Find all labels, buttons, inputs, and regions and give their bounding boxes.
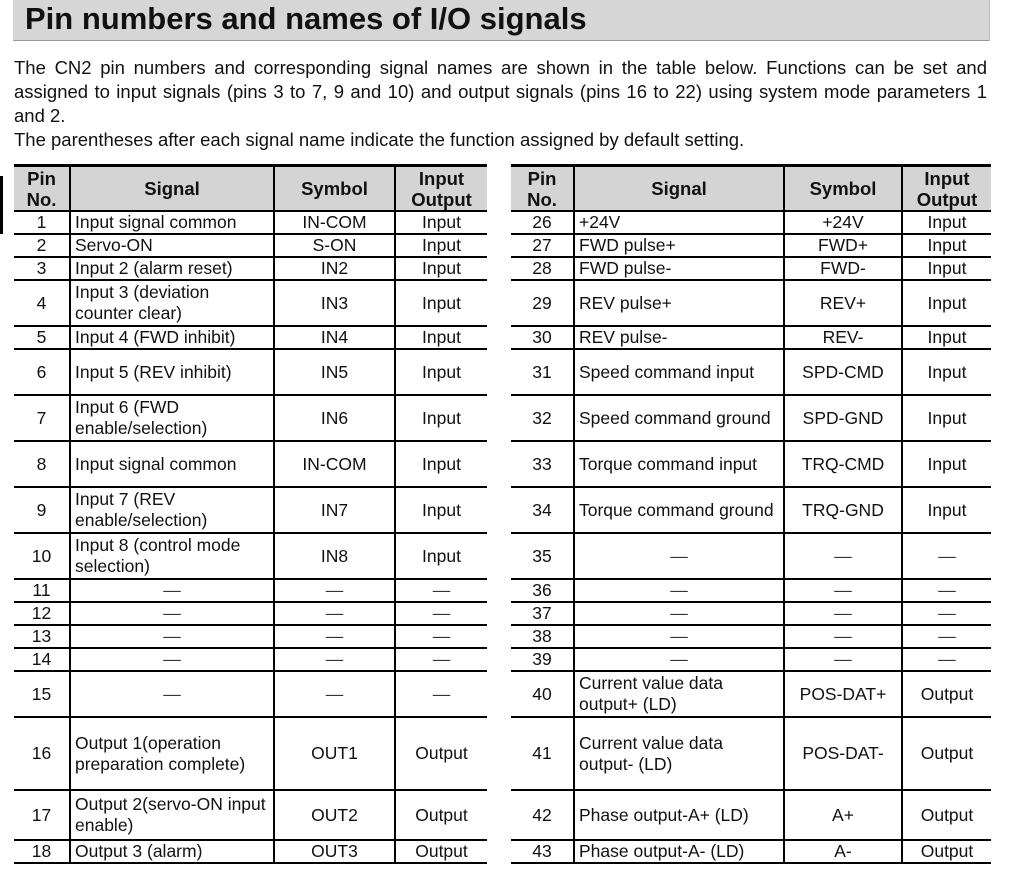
io-cell: Input — [395, 280, 487, 326]
pin-no-cell: 9 — [14, 487, 70, 533]
pin-no-cell: 7 — [14, 395, 70, 441]
pin-no-cell: 34 — [511, 487, 574, 533]
pin-no-cell: 16 — [14, 717, 70, 790]
signal-cell: Torque command input — [574, 441, 784, 487]
table-row — [511, 487, 991, 533]
table-row — [14, 234, 487, 257]
io-cell: Output — [902, 790, 991, 840]
io-cell: — — [902, 602, 991, 625]
io-cell: Input — [902, 487, 991, 533]
signal-cell: Speed command ground — [574, 395, 784, 441]
pin-no-cell: 15 — [14, 671, 70, 717]
signal-cell: Output 3 (alarm) — [70, 840, 274, 863]
io-cell: Input — [902, 326, 991, 349]
io-cell: Output — [902, 840, 991, 863]
signal-cell: REV pulse+ — [574, 280, 784, 326]
table-header-row — [511, 166, 991, 212]
table-row — [511, 441, 991, 487]
symbol-cell: — — [784, 533, 902, 579]
pin-no-cell: 30 — [511, 326, 574, 349]
pin-no-cell: 8 — [14, 441, 70, 487]
symbol-cell: IN8 — [274, 533, 395, 579]
signal-cell: Input 2 (alarm reset) — [70, 257, 274, 280]
pin-no-cell: 13 — [14, 625, 70, 648]
symbol-cell: POS-DAT+ — [784, 671, 902, 717]
pin-header-line2: No. — [26, 188, 57, 210]
table-row — [14, 579, 487, 602]
io-header-line1: Input — [418, 167, 465, 189]
symbol-cell: — — [274, 579, 395, 602]
pin-no-cell: 35 — [511, 533, 574, 579]
table-row — [14, 280, 487, 326]
pin-no-cell: 12 — [14, 602, 70, 625]
signal-cell: Speed command input — [574, 349, 784, 395]
table-row — [511, 579, 991, 602]
signal-cell: Input signal common — [70, 211, 274, 234]
io-cell: — — [395, 579, 487, 602]
pin-no-cell: 28 — [511, 257, 574, 280]
table-row — [511, 280, 991, 326]
pin-no-cell: 27 — [511, 234, 574, 257]
io-cell: Input — [395, 349, 487, 395]
table-header-row — [14, 166, 487, 212]
pin-no-cell: 33 — [511, 441, 574, 487]
signal-header: Signal — [574, 166, 784, 212]
signal-cell: Phase output-A+ (LD) — [574, 790, 784, 840]
symbol-cell: — — [274, 602, 395, 625]
symbol-cell: IN2 — [274, 257, 395, 280]
table-row — [511, 326, 991, 349]
signal-cell: — — [574, 602, 784, 625]
io-cell: Output — [902, 717, 991, 790]
pin-no-cell: 2 — [14, 234, 70, 257]
signal-cell: Input 3 (deviation counter clear) — [70, 280, 274, 326]
signal-cell: — — [70, 602, 274, 625]
symbol-cell: — — [784, 579, 902, 602]
symbol-cell: S-ON — [274, 234, 395, 257]
table-row — [14, 602, 487, 625]
io-cell: Output — [395, 717, 487, 790]
symbol-cell: IN6 — [274, 395, 395, 441]
symbol-cell: OUT3 — [274, 840, 395, 863]
io-cell: Input — [902, 234, 991, 257]
table-row — [14, 441, 487, 487]
table-row — [511, 602, 991, 625]
table-row — [511, 840, 991, 863]
signal-cell: — — [574, 579, 784, 602]
io-header-line2: Output — [411, 188, 472, 210]
symbol-cell: — — [274, 671, 395, 717]
io-cell: Input — [902, 395, 991, 441]
signal-cell: +24V — [574, 211, 784, 234]
pin-no-cell: 38 — [511, 625, 574, 648]
io-cell: Input — [902, 349, 991, 395]
symbol-cell: — — [274, 648, 395, 671]
symbol-cell: IN7 — [274, 487, 395, 533]
pin-no-cell: 14 — [14, 648, 70, 671]
pin-header-line1: Pin — [527, 167, 557, 189]
pin-no-cell: 18 — [14, 840, 70, 863]
pin-no-header — [511, 166, 574, 212]
table-row — [511, 234, 991, 257]
io-header — [395, 166, 487, 212]
symbol-cell: OUT1 — [274, 717, 395, 790]
signal-cell: FWD pulse+ — [574, 234, 784, 257]
pin-no-cell: 42 — [511, 790, 574, 840]
table-row — [14, 211, 487, 234]
signal-cell: — — [70, 579, 274, 602]
symbol-cell: +24V — [784, 211, 902, 234]
symbol-cell: — — [274, 625, 395, 648]
signal-cell: REV pulse- — [574, 326, 784, 349]
signal-cell: FWD pulse- — [574, 257, 784, 280]
pin-no-cell: 41 — [511, 717, 574, 790]
io-header-line1: Input — [924, 167, 970, 189]
intro-text — [14, 56, 987, 152]
symbol-cell: REV- — [784, 326, 902, 349]
io-cell: — — [395, 625, 487, 648]
table-row — [14, 395, 487, 441]
signal-cell: — — [70, 625, 274, 648]
signal-cell: Torque command ground — [574, 487, 784, 533]
symbol-cell: OUT2 — [274, 790, 395, 840]
io-cell: Input — [395, 257, 487, 280]
io-cell: — — [902, 648, 991, 671]
table-row — [14, 533, 487, 579]
pin-no-cell: 37 — [511, 602, 574, 625]
io-cell: — — [395, 671, 487, 717]
io-cell: Output — [902, 671, 991, 717]
table-row — [14, 349, 487, 395]
signal-cell: Input 5 (REV inhibit) — [70, 349, 274, 395]
symbol-cell: — — [784, 648, 902, 671]
pin-no-cell: 1 — [14, 211, 70, 234]
pin-no-header — [14, 166, 70, 212]
signal-cell: — — [574, 625, 784, 648]
table-row — [14, 840, 487, 863]
symbol-cell: IN3 — [274, 280, 395, 326]
pin-no-cell: 29 — [511, 280, 574, 326]
pin-table-left — [14, 164, 487, 864]
io-cell: Input — [902, 257, 991, 280]
table-row — [14, 326, 487, 349]
table-row — [14, 790, 487, 840]
pin-no-cell: 40 — [511, 671, 574, 717]
signal-cell: Input 8 (control mode selection) — [70, 533, 274, 579]
pin-header-line2: No. — [527, 188, 557, 210]
pin-table-left-body — [14, 211, 487, 863]
signal-cell: Output 2(servo-ON input enable) — [70, 790, 274, 840]
page-title: Pin numbers and names of I/O signals — [25, 1, 587, 36]
io-cell: Input — [395, 211, 487, 234]
io-cell: Input — [902, 441, 991, 487]
table-row — [14, 717, 487, 790]
symbol-cell: IN-COM — [274, 211, 395, 234]
table-row — [511, 257, 991, 280]
io-cell: Input — [395, 326, 487, 349]
symbol-cell: SPD-CMD — [784, 349, 902, 395]
pin-no-cell: 5 — [14, 326, 70, 349]
intro-paragraph: The CN2 pin numbers and corresponding signal names are shown in the table below. Functions can be set and assigned to input signals (pins 3 to 7, 9 and 10) and output signals (pins 16 to 22) using system mode parameters 1 and 2. — [14, 57, 987, 126]
io-cell: — — [902, 579, 991, 602]
signal-cell: Input 6 (FWD enable/selection) — [70, 395, 274, 441]
symbol-cell: IN4 — [274, 326, 395, 349]
table-row — [511, 211, 991, 234]
signal-cell: Output 1(operation preparation complete) — [70, 717, 274, 790]
table-row — [14, 648, 487, 671]
table-row — [511, 717, 991, 790]
table-row — [511, 349, 991, 395]
signal-cell: — — [70, 648, 274, 671]
table-row — [511, 533, 991, 579]
table-row — [511, 790, 991, 840]
symbol-cell: A+ — [784, 790, 902, 840]
pin-no-cell: 6 — [14, 349, 70, 395]
io-header — [902, 166, 991, 212]
table-row — [14, 487, 487, 533]
io-cell: Output — [395, 790, 487, 840]
symbol-cell: POS-DAT- — [784, 717, 902, 790]
symbol-cell: TRQ-CMD — [784, 441, 902, 487]
signal-cell: Current value data output+ (LD) — [574, 671, 784, 717]
pin-header-line1: Pin — [27, 167, 56, 189]
pin-table-right — [511, 164, 991, 864]
pin-no-cell: 26 — [511, 211, 574, 234]
pin-table-right-body — [511, 211, 991, 863]
io-cell: — — [902, 625, 991, 648]
io-cell: — — [395, 602, 487, 625]
pin-no-cell: 43 — [511, 840, 574, 863]
io-cell: Input — [395, 487, 487, 533]
symbol-cell: FWD+ — [784, 234, 902, 257]
pin-no-cell: 3 — [14, 257, 70, 280]
signal-cell: Current value data output- (LD) — [574, 717, 784, 790]
signal-cell: Input 7 (REV enable/selection) — [70, 487, 274, 533]
pin-no-cell: 39 — [511, 648, 574, 671]
signal-cell: — — [70, 671, 274, 717]
signal-header: Signal — [70, 166, 274, 212]
signal-cell: — — [574, 648, 784, 671]
symbol-cell: — — [784, 602, 902, 625]
table-row — [14, 671, 487, 717]
table-row — [511, 648, 991, 671]
pin-no-cell: 11 — [14, 579, 70, 602]
symbol-cell: — — [784, 625, 902, 648]
pin-no-cell: 31 — [511, 349, 574, 395]
title-bar — [13, 0, 990, 41]
table-row — [511, 395, 991, 441]
io-cell: Input — [395, 234, 487, 257]
intro-paragraph: The parentheses after each signal name indicate the function assigned by default setting. — [14, 129, 745, 150]
io-cell: Output — [395, 840, 487, 863]
symbol-cell: TRQ-GND — [784, 487, 902, 533]
symbol-cell: SPD-GND — [784, 395, 902, 441]
symbol-cell: REV+ — [784, 280, 902, 326]
io-header-line2: Output — [916, 188, 978, 210]
symbol-cell: IN-COM — [274, 441, 395, 487]
pin-no-cell: 32 — [511, 395, 574, 441]
io-cell: — — [395, 648, 487, 671]
signal-cell: Input 4 (FWD inhibit) — [70, 326, 274, 349]
table-row — [511, 671, 991, 717]
symbol-header: Symbol — [784, 166, 902, 212]
page-edge-mark — [0, 176, 3, 234]
table-row — [14, 625, 487, 648]
io-cell: Input — [395, 533, 487, 579]
symbol-cell: IN5 — [274, 349, 395, 395]
io-cell: Input — [395, 395, 487, 441]
table-row — [14, 257, 487, 280]
symbol-cell: A- — [784, 840, 902, 863]
pin-no-cell: 4 — [14, 280, 70, 326]
pin-no-cell: 10 — [14, 533, 70, 579]
io-cell: Input — [395, 441, 487, 487]
io-cell: Input — [902, 211, 991, 234]
signal-cell: Phase output-A- (LD) — [574, 840, 784, 863]
io-cell: — — [902, 533, 991, 579]
symbol-header: Symbol — [274, 166, 395, 212]
pin-no-cell: 17 — [14, 790, 70, 840]
signal-cell: — — [574, 533, 784, 579]
io-cell: Input — [902, 280, 991, 326]
symbol-cell: FWD- — [784, 257, 902, 280]
table-row — [511, 625, 991, 648]
signal-cell: Servo-ON — [70, 234, 274, 257]
pin-no-cell: 36 — [511, 579, 574, 602]
signal-cell: Input signal common — [70, 441, 274, 487]
